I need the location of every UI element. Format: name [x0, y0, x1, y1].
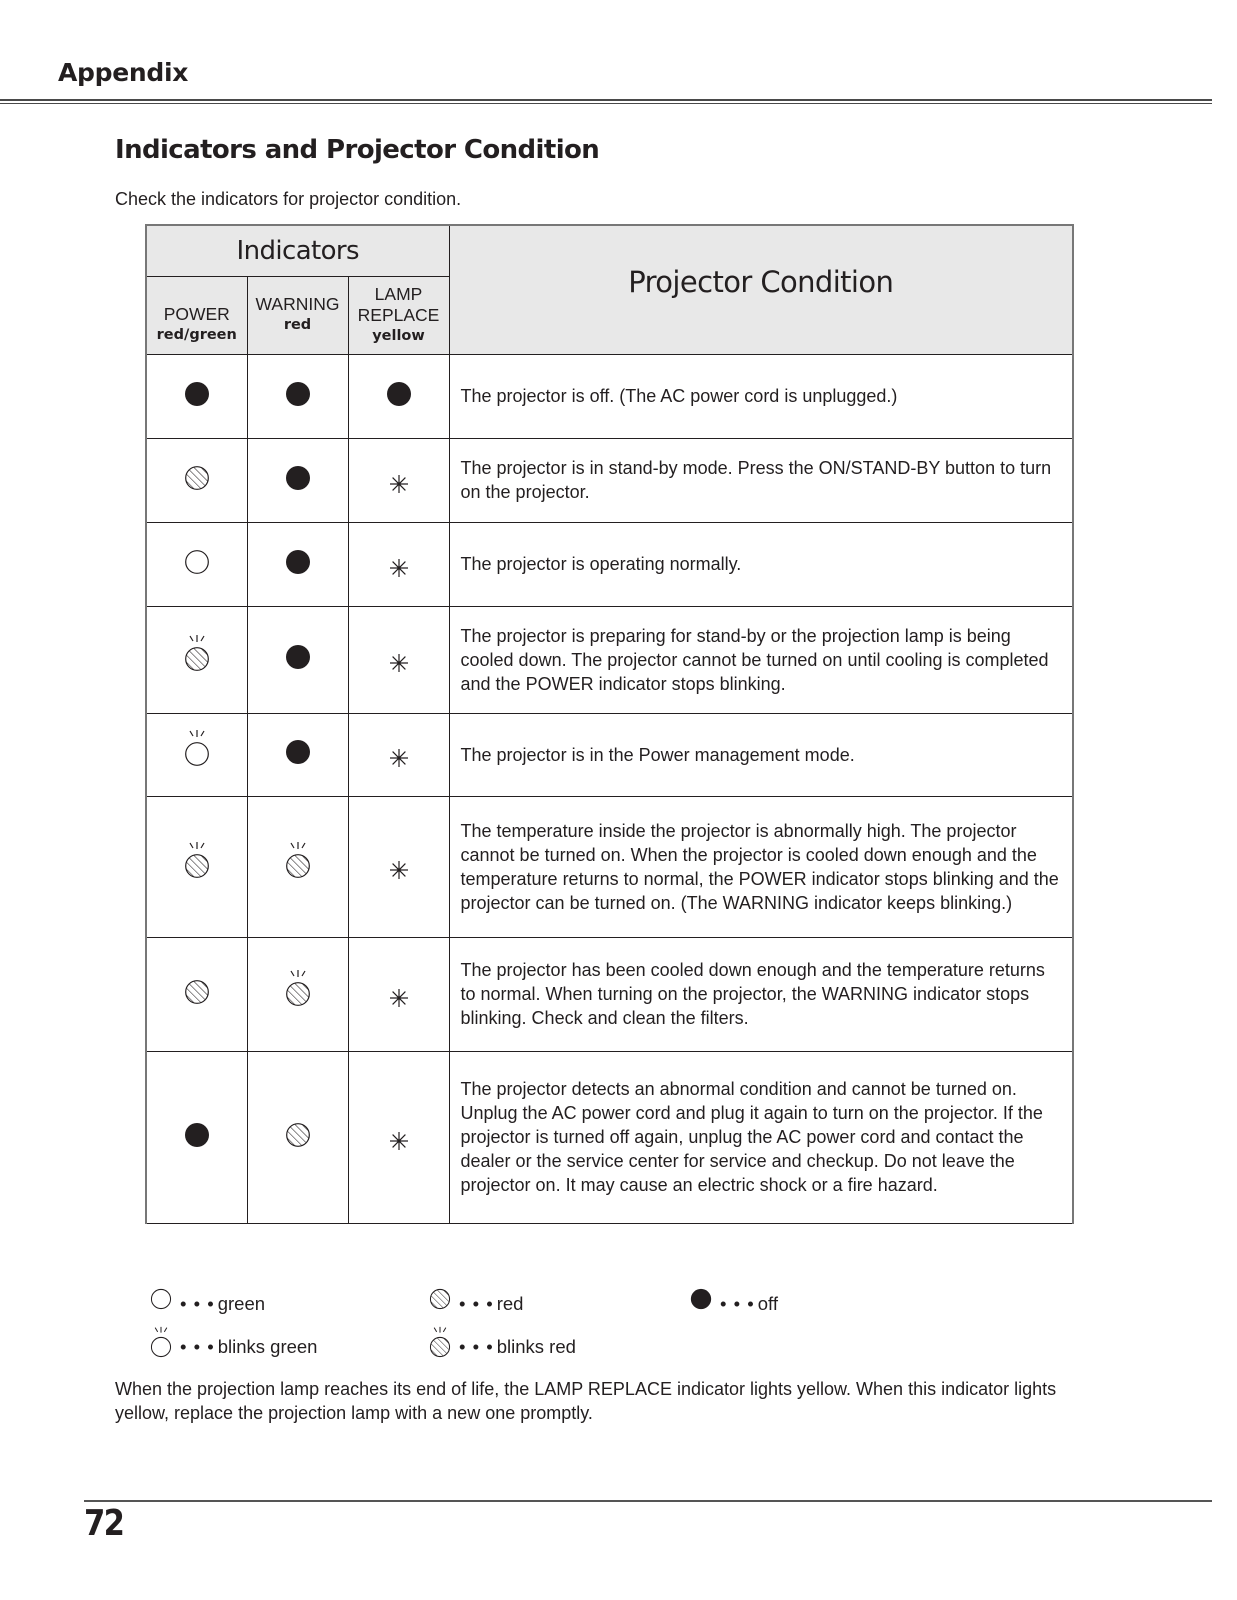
indicator-any-state-icon: [389, 988, 409, 1008]
indicator-red-icon: [184, 465, 210, 491]
legend-dots: • • •: [459, 1293, 494, 1314]
column-header-warning: [247, 276, 348, 354]
cell-lamp: [348, 1051, 449, 1223]
column-color: yellow: [372, 327, 425, 344]
indicator-off-icon: [285, 644, 311, 670]
legend-label: off: [757, 1293, 778, 1314]
cell-lamp: [348, 438, 449, 522]
table-row: [146, 796, 1073, 937]
indicator-green-icon: [184, 549, 210, 575]
legend-item-blinks-green: [150, 1326, 317, 1358]
cell-power: [146, 606, 247, 713]
cell-lamp: [348, 354, 449, 438]
indicator-any-state-icon: [389, 474, 409, 494]
column-header-lamp-replace: [348, 276, 449, 354]
cell-condition: The projector has been cooled down enough and the temperature returns to normal. When turning on the projector, the WARNING indicator stops blinking. Check and clean the filters.: [449, 937, 1073, 1051]
hatched-circle-icon: [429, 1288, 451, 1315]
intro-text: Check the indicators for projector condition.: [115, 189, 462, 209]
indicator-blinks-red-icon: [285, 841, 311, 879]
cell-power: [146, 937, 247, 1051]
table-row: [146, 937, 1073, 1051]
cell-power: [146, 1051, 247, 1223]
cell-warning: [247, 354, 348, 438]
cell-condition: The projector detects an abnormal condition and cannot be turned on. Unplug the AC power cord and plug it again to turn on the projector. If the projector is turned off again, unplug the AC power cord and contact the dealer or the service center for service and checkup. Do not leave the projector on. It may cause an electric shock or a fire hazard.: [449, 1051, 1073, 1223]
indicator-red-icon: [285, 1122, 311, 1148]
indicator-any-state-icon: [389, 748, 409, 768]
cell-condition: The projector is off. (The AC power cord is unplugged.): [449, 354, 1073, 438]
blinking-open-circle-icon: [150, 1326, 172, 1358]
indicator-blinks-red-icon: [285, 969, 311, 1007]
indicator-blinks-green-icon: [184, 729, 210, 767]
indicator-off-icon: [285, 381, 311, 407]
legend-dots: • • •: [720, 1293, 755, 1314]
open-circle-icon: [150, 1288, 172, 1315]
cell-warning: [247, 713, 348, 796]
legend-label: red: [496, 1293, 524, 1314]
cell-warning: [247, 438, 348, 522]
indicators-header: Indicators: [146, 225, 449, 276]
header-rule: [0, 99, 1212, 101]
column-name: WARNING: [255, 294, 340, 314]
indicator-red-icon: [184, 979, 210, 1005]
blinking-hatched-circle-icon: [429, 1326, 451, 1358]
indicator-any-state-icon: [389, 860, 409, 880]
table-row: [146, 354, 1073, 438]
projector-condition-header: Projector Condition: [449, 225, 1073, 354]
cell-power: [146, 713, 247, 796]
cell-condition: The projector is preparing for stand-by or the projection lamp is being cooled down. The projector cannot be turned on until cooling is completed and the POWER indicator stops blinking.: [449, 606, 1073, 713]
cell-condition: The projector is in the Power management mode.: [449, 713, 1073, 796]
indicator-blinks-red-icon: [184, 634, 210, 672]
indicator-off-icon: [285, 739, 311, 765]
indicator-table: [145, 224, 1074, 1224]
legend-dots: • • •: [180, 1293, 215, 1314]
table-row: [146, 713, 1073, 796]
header-rule-thin: [0, 103, 1212, 104]
indicator-off-icon: [184, 381, 210, 407]
legend-dots: • • •: [180, 1336, 215, 1357]
cell-condition: The projector is in stand-by mode. Press the ON/STAND-BY button to turn on the projector.: [449, 438, 1073, 522]
indicator-off-icon: [386, 381, 412, 407]
indicator-off-icon: [285, 549, 311, 575]
table-row: [146, 438, 1073, 522]
cell-lamp: [348, 522, 449, 606]
indicator-any-state-icon: [389, 653, 409, 673]
cell-warning: [247, 522, 348, 606]
column-header-power: [146, 276, 247, 354]
cell-warning: [247, 796, 348, 937]
column-name: LAMP: [374, 283, 423, 304]
indicator-off-icon: [184, 1122, 210, 1148]
indicator-any-state-icon: [389, 1131, 409, 1151]
column-color: red: [283, 317, 312, 333]
cell-condition: The projector is operating normally.: [449, 522, 1073, 606]
cell-power: [146, 438, 247, 522]
filled-circle-icon: [690, 1288, 712, 1315]
cell-power: [146, 354, 247, 438]
page-title: Indicators and Projector Condition: [115, 135, 600, 165]
section-header: Appendix: [58, 58, 189, 87]
indicator-off-icon: [285, 465, 311, 491]
indicator-blinks-red-icon: [184, 841, 210, 879]
cell-warning: [247, 937, 348, 1051]
legend-item-green: [150, 1288, 265, 1315]
legend-item-red: [429, 1288, 523, 1315]
legend-label: green: [217, 1293, 266, 1314]
cell-warning: [247, 1051, 348, 1223]
table-row: [146, 1051, 1073, 1223]
cell-lamp: [348, 796, 449, 937]
page-number: 72: [84, 1503, 124, 1544]
indicator-any-state-icon: [389, 558, 409, 578]
cell-condition: The temperature inside the projector is abnormally high. The projector cannot be turned on. When the projector is cooled down enough and the temperature returns to normal, the POWER indicator stops blinking and the projector can be turned on. (The WARNING indicator keeps blinking.): [449, 796, 1073, 937]
lamp-replace-note: When the projection lamp reaches its end of life, the LAMP REPLACE indicator lights yellow. When this indicator lights yellow, replace the projection lamp with a new one promptly.: [115, 1379, 1057, 1423]
footer-rule: [84, 1500, 1212, 1502]
cell-power: [146, 796, 247, 937]
legend-label: blinks green: [217, 1336, 318, 1357]
cell-lamp: [348, 606, 449, 713]
legend-label: blinks red: [496, 1336, 576, 1357]
cell-lamp: [348, 937, 449, 1051]
legend-item-blinks-red: [429, 1326, 576, 1358]
legend-item-off: [690, 1288, 778, 1315]
cell-warning: [247, 606, 348, 713]
cell-power: [146, 522, 247, 606]
legend-dots: • • •: [459, 1336, 494, 1357]
column-name: REPLACE: [357, 304, 440, 325]
table-row: [146, 606, 1073, 713]
table-row: [146, 522, 1073, 606]
column-color: red/green: [156, 327, 237, 343]
column-name: POWER: [163, 304, 230, 324]
cell-lamp: [348, 713, 449, 796]
